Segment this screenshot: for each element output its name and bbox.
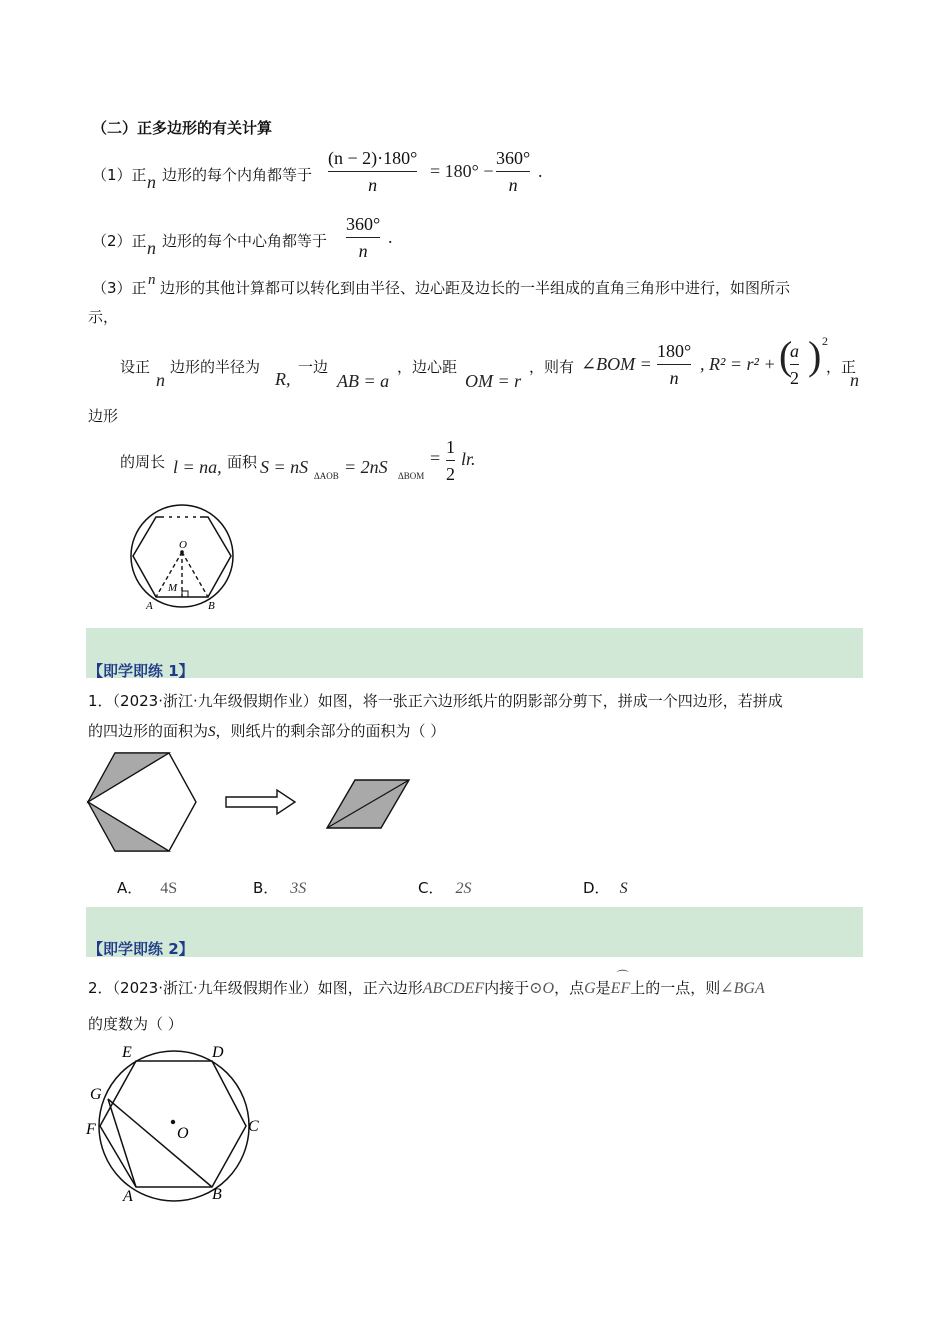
section-heading: （二）正多边形的有关计算	[92, 119, 273, 137]
item3-var-n: n	[148, 272, 156, 288]
item2-frac-num: 360°	[346, 214, 381, 234]
setup-n2: n	[850, 370, 859, 390]
segment-GA	[108, 1099, 136, 1187]
label-B: B	[208, 600, 215, 612]
figure-hexagon-cut	[84, 752, 414, 854]
label-F: F	[86, 1121, 96, 1138]
option-d[interactable]: D． S	[583, 879, 628, 897]
arrow-right-icon	[226, 790, 295, 814]
practice1-tag: 【即学即练 1】	[88, 662, 194, 680]
item1-var-n: n	[147, 172, 156, 192]
option-b[interactable]: B． 3S	[253, 879, 307, 897]
item1-frac1-num: (n − 2)·180°	[328, 148, 418, 168]
item1-frac2-num: 360°	[496, 148, 531, 168]
perimeter-sub1: ΔAOB	[314, 471, 339, 481]
practice2-tag: 【即学即练 2】	[88, 940, 194, 958]
perimeter-S: S = nS	[260, 457, 309, 477]
item3-prefix: （3）正	[92, 279, 147, 297]
perimeter-t2: 面积	[227, 453, 258, 471]
label-E: E	[122, 1044, 132, 1061]
label-A: A	[123, 1188, 133, 1205]
right-angle-mark	[182, 591, 188, 597]
setup-sq: 2	[822, 334, 828, 348]
item2-text: 边形的每个中心角都等于	[162, 232, 328, 250]
practice2-band	[86, 907, 863, 957]
setup-half	[790, 340, 799, 389]
label-G: G	[90, 1086, 102, 1103]
setup-half-den: 2	[790, 368, 799, 388]
figure-inscribed-hexagon	[124, 500, 244, 620]
item1-frac1-den: n	[368, 175, 378, 195]
label-B: B	[212, 1186, 222, 1203]
perimeter-sub2: ΔBOM	[398, 471, 425, 481]
item2-var-n: n	[147, 238, 156, 258]
setup-bianxing: 边形	[88, 407, 119, 425]
item3-line1: 边形的其他计算都可以转化到由半径、边心距及边长的一半组成的直角三角形中进行，如图所示	[160, 279, 791, 297]
item1-frac2	[496, 147, 530, 196]
practice1-band	[86, 628, 863, 678]
item1-text: 边形的每个内角都等于	[162, 166, 313, 184]
practice1-q-line1: 1．（2023·浙江·九年级假期作业）如图，将一张正六边形纸片的阴影部分剪下，拼成一个四边形，若拼成	[88, 692, 783, 710]
item3-line2: 示，	[88, 308, 119, 326]
segment-GB	[108, 1099, 212, 1187]
circle-O	[99, 1051, 249, 1201]
label-M: M	[168, 582, 178, 594]
item2-prefix: （2）正	[92, 232, 147, 250]
practice2-q-line2: 的度数为（ ）	[88, 1015, 183, 1033]
item1-end: .	[538, 161, 543, 181]
setup-half-num: a	[790, 341, 799, 361]
option-c[interactable]: C． 2S	[418, 879, 472, 897]
label-C: C	[248, 1118, 259, 1135]
item1-frac2-den: n	[508, 175, 518, 195]
item2-end: .	[388, 227, 393, 247]
setup-t2: 边形的半径为	[170, 358, 261, 376]
label-O: O	[179, 539, 187, 551]
perimeter-t1: 的周长	[120, 453, 166, 471]
perimeter-frac-den: 2	[446, 464, 455, 484]
item1-frac1	[328, 147, 417, 196]
perimeter-l: l = na,	[173, 457, 222, 477]
perimeter-frac	[446, 436, 455, 485]
setup-t1: 设正	[120, 358, 151, 376]
item1-prefix: （1）正	[92, 166, 147, 184]
setup-t4: ，边心距	[397, 358, 458, 376]
setup-frac	[657, 340, 691, 389]
setup-t5: ，则有	[529, 358, 575, 376]
option-a[interactable]: A． 4S	[117, 879, 178, 897]
setup-frac-num: 180°	[657, 341, 692, 361]
perimeter-mid: = 2nS	[344, 457, 388, 477]
radius-OB	[182, 552, 208, 597]
label-D: D	[212, 1044, 224, 1061]
perimeter-frac-num: 1	[446, 437, 455, 457]
label-A: A	[146, 600, 153, 612]
setup-AB: AB = a	[337, 371, 390, 391]
setup-angle: ∠BOM =	[581, 354, 652, 374]
practice2-q-line1: 2．（2023·浙江·九年级假期作业）如图，正六边形ABCDEF内接于⊙O，点G是 ⌒ EF上的一点，则∠BGA	[88, 969, 765, 997]
setup-R2: , R² = r² +	[700, 354, 776, 374]
setup-t6: ，正	[826, 358, 857, 376]
setup-R: R,	[275, 369, 291, 389]
item1-eq: = 180° −	[430, 161, 494, 181]
practice1-q-line2: 的四边形的面积为S，则纸片的剩余部分的面积为（ ）	[88, 722, 446, 740]
perimeter-lr: lr.	[461, 449, 476, 469]
item2-frac-den: n	[358, 241, 368, 261]
setup-OM: OM = r	[465, 371, 522, 391]
figure-hexagon-circle-O	[84, 1038, 274, 1208]
hexagon	[133, 517, 231, 597]
item2-frac	[346, 213, 380, 262]
setup-n: n	[156, 370, 165, 390]
label-O: O	[177, 1125, 189, 1142]
perimeter-eq: =	[430, 448, 441, 468]
setup-t3: 一边	[298, 358, 329, 376]
setup-frac-den: n	[669, 368, 679, 388]
